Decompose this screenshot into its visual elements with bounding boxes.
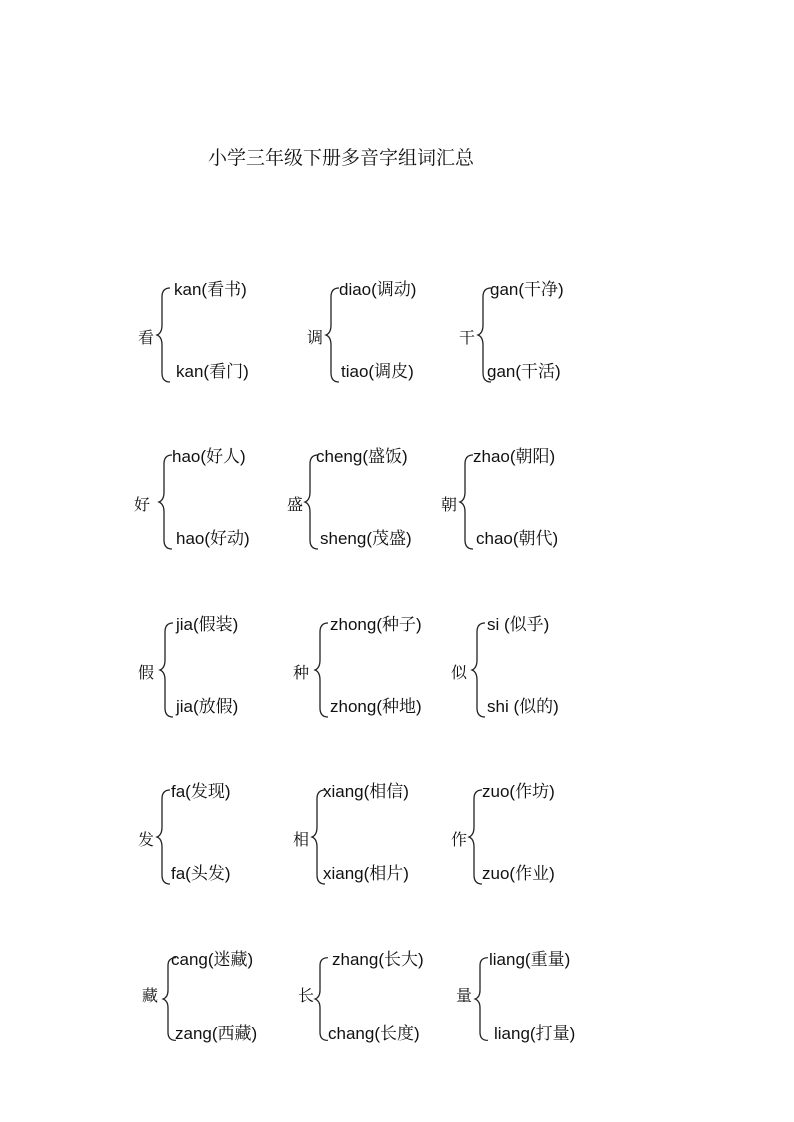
reading-bottom: chang(长度) — [328, 1024, 420, 1043]
entry-zhong — [293, 615, 463, 720]
entry-char: 看 — [138, 328, 155, 347]
reading-top: fa(发现) — [171, 782, 231, 801]
reading-bottom: fa(头发) — [171, 864, 231, 883]
entry-kan — [138, 280, 308, 385]
entry-zhao — [441, 447, 611, 552]
reading-top: kan(看书) — [174, 280, 247, 299]
reading-top: cheng(盛饭) — [316, 447, 408, 466]
entry-char: 假 — [138, 663, 155, 682]
brace-icon — [156, 285, 172, 385]
entry-char: 朝 — [441, 495, 458, 514]
entry-char: 干 — [459, 328, 476, 347]
reading-top: zuo(作坊) — [482, 782, 555, 801]
brace-icon — [474, 955, 490, 1043]
entry-char: 发 — [138, 830, 155, 849]
reading-top: zhong(种子) — [330, 615, 422, 634]
entry-char: 藏 — [142, 986, 159, 1005]
reading-bottom: shi (似的) — [487, 697, 559, 716]
brace-icon — [304, 452, 320, 552]
reading-top: zhao(朝阳) — [473, 447, 556, 466]
reading-bottom: kan(看门) — [176, 362, 249, 381]
entry-char: 调 — [307, 328, 324, 347]
entry-char: 好 — [134, 495, 151, 514]
entry-diao — [307, 280, 477, 385]
reading-top: hao(好人) — [172, 447, 246, 466]
entry-cheng — [287, 447, 457, 552]
brace-icon — [459, 452, 475, 552]
brace-icon — [156, 787, 172, 887]
reading-bottom: zang(西藏) — [175, 1024, 258, 1043]
entry-char: 量 — [456, 986, 473, 1005]
entry-cang — [142, 950, 315, 1055]
entry-char: 作 — [451, 830, 468, 849]
reading-top: jia(假装) — [176, 615, 239, 634]
reading-bottom: gan(干活) — [487, 362, 561, 381]
entry-char: 种 — [293, 663, 310, 682]
entry-jia — [138, 615, 308, 720]
reading-bottom: zhong(种地) — [330, 697, 422, 716]
entry-zuo — [451, 782, 621, 887]
reading-bottom: hao(好动) — [176, 529, 250, 548]
entry-char: 长 — [298, 986, 315, 1005]
brace-icon — [325, 285, 341, 385]
reading-bottom: liang(打量) — [494, 1024, 576, 1043]
reading-bottom: zuo(作业) — [482, 864, 555, 883]
entry-char: 相 — [293, 830, 310, 849]
reading-bottom: tiao(调皮) — [341, 362, 414, 381]
reading-bottom: sheng(茂盛) — [320, 529, 412, 548]
entry-fa — [138, 782, 308, 887]
reading-top: gan(干净) — [490, 280, 564, 299]
reading-top: cang(迷藏) — [171, 950, 254, 969]
entry-hao — [134, 447, 304, 552]
reading-top: diao(调动) — [339, 280, 417, 299]
brace-icon — [159, 620, 175, 720]
entry-char: 似 — [451, 663, 468, 682]
reading-top: si (似乎) — [487, 615, 550, 634]
entry-si — [451, 615, 621, 720]
entry-zhang — [298, 950, 468, 1055]
reading-bottom: chao(朝代) — [476, 529, 559, 548]
reading-top: zhang(长大) — [332, 950, 424, 969]
page-title: 小学三年级下册多音字组词汇总 — [208, 147, 475, 169]
entry-gan — [459, 280, 629, 385]
reading-top: xiang(相信) — [323, 782, 409, 801]
reading-bottom: xiang(相片) — [323, 864, 409, 883]
reading-top: liang(重量) — [489, 950, 571, 969]
entry-liang — [456, 950, 626, 1055]
brace-icon — [314, 620, 330, 720]
entry-char: 盛 — [287, 495, 304, 514]
entry-xiang — [293, 782, 463, 887]
brace-icon — [158, 452, 174, 552]
brace-icon — [471, 620, 487, 720]
reading-bottom: jia(放假) — [176, 697, 239, 716]
